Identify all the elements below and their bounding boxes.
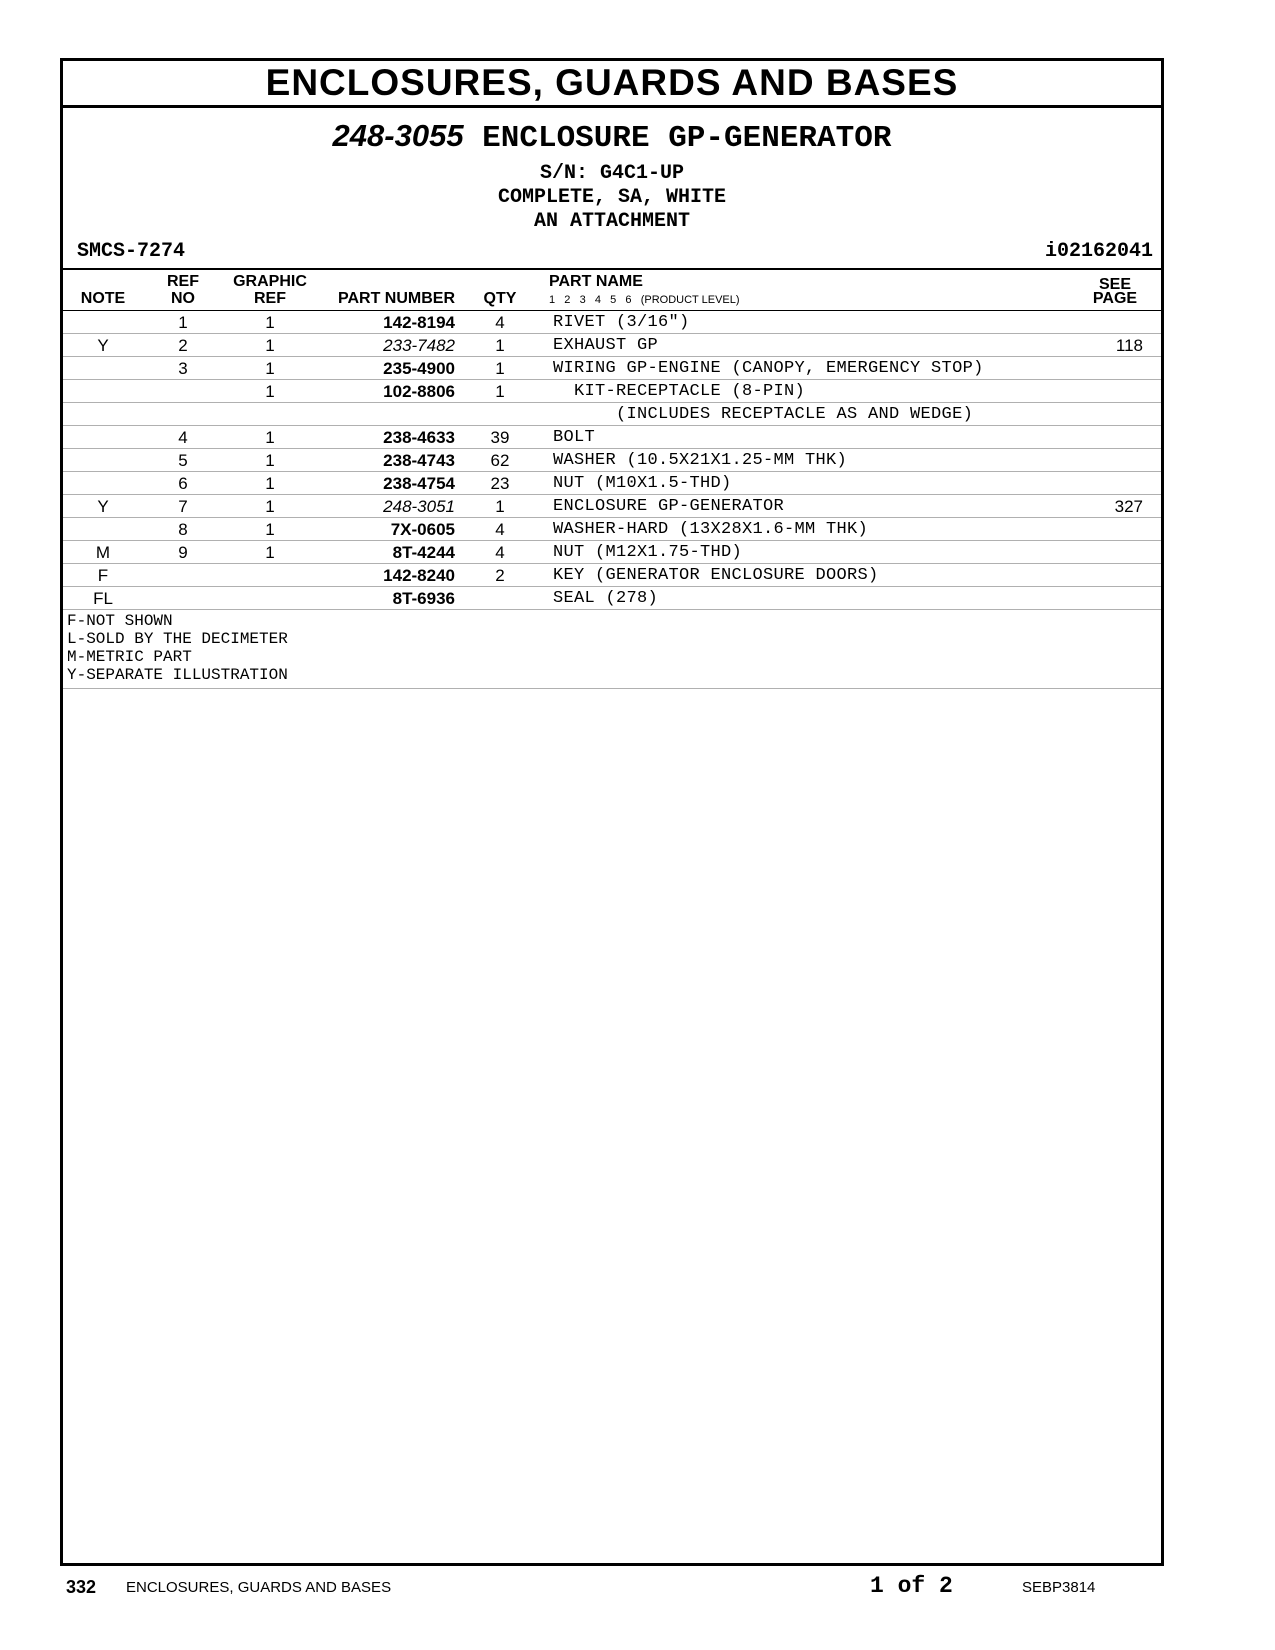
row-part-number: 238-4633: [383, 428, 455, 447]
row-part-name: EXHAUST GP: [553, 336, 659, 355]
row-part-number: 235-4900: [383, 359, 455, 378]
row-see-page: 327: [1114, 497, 1143, 516]
table-row: [63, 380, 1161, 403]
table-row: [63, 541, 1161, 564]
row-graphic-ref: 1: [265, 336, 275, 355]
row-qty: 1: [495, 497, 505, 516]
col-graphic-line1: GRAPHIC: [233, 273, 307, 290]
col-graphic-line2: REF: [254, 290, 286, 307]
illustration-id: i02162041: [1044, 240, 1153, 263]
row-part-number: 8T-6936: [392, 589, 455, 608]
row-qty: 1: [495, 382, 505, 401]
row-note: Y: [97, 336, 109, 355]
row-part-number: 8T-4244: [392, 543, 455, 562]
table-row: [63, 426, 1161, 449]
document-number: SEBP3814: [1022, 1579, 1096, 1596]
row-part-number: 238-4754: [383, 474, 455, 493]
parts-page-frame: [60, 58, 1164, 1566]
group-part-number: 248-3055: [332, 118, 464, 153]
row-part-number: 102-8806: [383, 382, 455, 401]
row-qty: 1: [495, 359, 505, 378]
row-ref-no: 9: [178, 543, 188, 562]
row-qty: 23: [490, 474, 510, 493]
row-graphic-ref: 1: [265, 313, 275, 332]
legend-line: L-SOLD BY THE DECIMETER: [67, 630, 288, 648]
row-qty: 1: [495, 336, 505, 355]
row-part-name: WASHER (10.5X21X1.25-MM THK): [553, 451, 848, 470]
row-graphic-ref: 1: [265, 543, 275, 562]
col-ref-line2: NO: [171, 290, 195, 307]
row-part-number: 142-8240: [383, 566, 455, 585]
row-part-number: 7X-0605: [390, 520, 455, 539]
legend-line: M-METRIC PART: [67, 648, 192, 666]
row-qty: 4: [495, 543, 505, 562]
parts-table: [63, 311, 1161, 610]
group-title: [63, 118, 1161, 156]
row-qty: 62: [490, 451, 510, 470]
row-graphic-ref: 1: [265, 451, 275, 470]
smcs-code: SMCS-7274: [77, 240, 186, 263]
row-ref-no: 1: [178, 313, 188, 332]
table-row: [63, 495, 1161, 518]
row-ref-no: 5: [178, 451, 188, 470]
group-attachment: AN ATTACHMENT: [533, 210, 691, 233]
row-note: FL: [93, 589, 113, 608]
row-part-name: ENCLOSURE GP-GENERATOR: [553, 497, 785, 516]
row-part-name: KEY (GENERATOR ENCLOSURE DOORS): [553, 566, 879, 585]
row-part-name: NUT (M10X1.5-THD): [553, 474, 732, 493]
table-row: [63, 357, 1161, 380]
row-qty: 2: [495, 566, 505, 585]
table-row: [63, 334, 1161, 357]
page-number: 332: [66, 1577, 97, 1597]
row-part-name: NUT (M12X1.75-THD): [553, 543, 743, 562]
group-part-title: ENCLOSURE GP-GENERATOR: [482, 121, 892, 156]
row-part-number: 248-3051: [383, 497, 455, 516]
row-part-name: (INCLUDES RECEPTACLE AS AND WEDGE): [553, 405, 974, 424]
row-qty: 39: [490, 428, 510, 447]
row-ref-no: 2: [178, 336, 188, 355]
table-row: [63, 564, 1161, 587]
col-part-number: PART NUMBER: [337, 290, 455, 307]
row-note: Y: [97, 497, 109, 516]
serial-number: S/N: G4C1-UP: [539, 162, 685, 185]
notes-legend: [63, 610, 1161, 689]
page-of: 1 of 2: [870, 1573, 953, 1599]
table-row: [63, 311, 1161, 334]
row-graphic-ref: 1: [265, 474, 275, 493]
legend-line: Y-SEPARATE ILLUSTRATION: [67, 666, 288, 684]
col-see-line1: SEE: [1098, 276, 1131, 293]
row-part-number: 238-4743: [383, 451, 455, 470]
col-see-line2: PAGE: [1092, 290, 1138, 307]
row-see-page: 118: [1115, 336, 1143, 355]
row-part-name: KIT-RECEPTACLE (8-PIN): [553, 382, 806, 401]
row-part-name: BOLT: [553, 428, 596, 447]
row-ref-no: 7: [178, 497, 188, 516]
row-note: M: [95, 543, 111, 562]
col-ref-line1: REF: [167, 273, 199, 290]
table-row: [63, 472, 1161, 495]
footer-section: ENCLOSURES, GUARDS AND BASES: [126, 1579, 392, 1596]
row-ref-no: 4: [178, 428, 188, 447]
row-part-name: WIRING GP-ENGINE (CANOPY, EMERGENCY STOP): [553, 359, 984, 378]
group-header: [63, 108, 1161, 270]
column-header: [63, 270, 1161, 311]
col-qty: QTY: [483, 290, 517, 307]
row-part-name: SEAL (278): [553, 589, 659, 608]
row-graphic-ref: 1: [265, 428, 275, 447]
group-description: COMPLETE, SA, WHITE: [497, 186, 727, 209]
table-row: [63, 449, 1161, 472]
row-graphic-ref: 1: [265, 382, 275, 401]
table-row: [63, 587, 1161, 610]
row-part-name: WASHER-HARD (13X28X1.6-MM THK): [553, 520, 869, 539]
row-qty: 4: [495, 313, 505, 332]
row-graphic-ref: 1: [265, 520, 275, 539]
table-row: [63, 403, 1161, 426]
row-ref-no: 3: [178, 359, 188, 378]
row-note: F: [97, 566, 109, 585]
page-footer: [0, 1571, 1275, 1611]
col-part-name: PART NAME: [549, 273, 643, 290]
row-ref-no: 6: [178, 474, 188, 493]
row-part-number: 142-8194: [383, 313, 455, 332]
row-qty: 4: [495, 520, 505, 539]
table-row: [63, 518, 1161, 541]
col-product-level: 1 2 3 4 5 6 (PRODUCT LEVEL): [549, 294, 740, 306]
col-note: NOTE: [80, 290, 126, 307]
section-title: ENCLOSURES, GUARDS AND BASES: [63, 61, 1161, 108]
row-part-name: RIVET (3/16"): [553, 313, 690, 332]
row-graphic-ref: 1: [265, 497, 275, 516]
row-part-number: 233-7482: [383, 336, 455, 355]
legend-line: F-NOT SHOWN: [67, 612, 173, 630]
row-graphic-ref: 1: [265, 359, 275, 378]
row-ref-no: 8: [178, 520, 188, 539]
